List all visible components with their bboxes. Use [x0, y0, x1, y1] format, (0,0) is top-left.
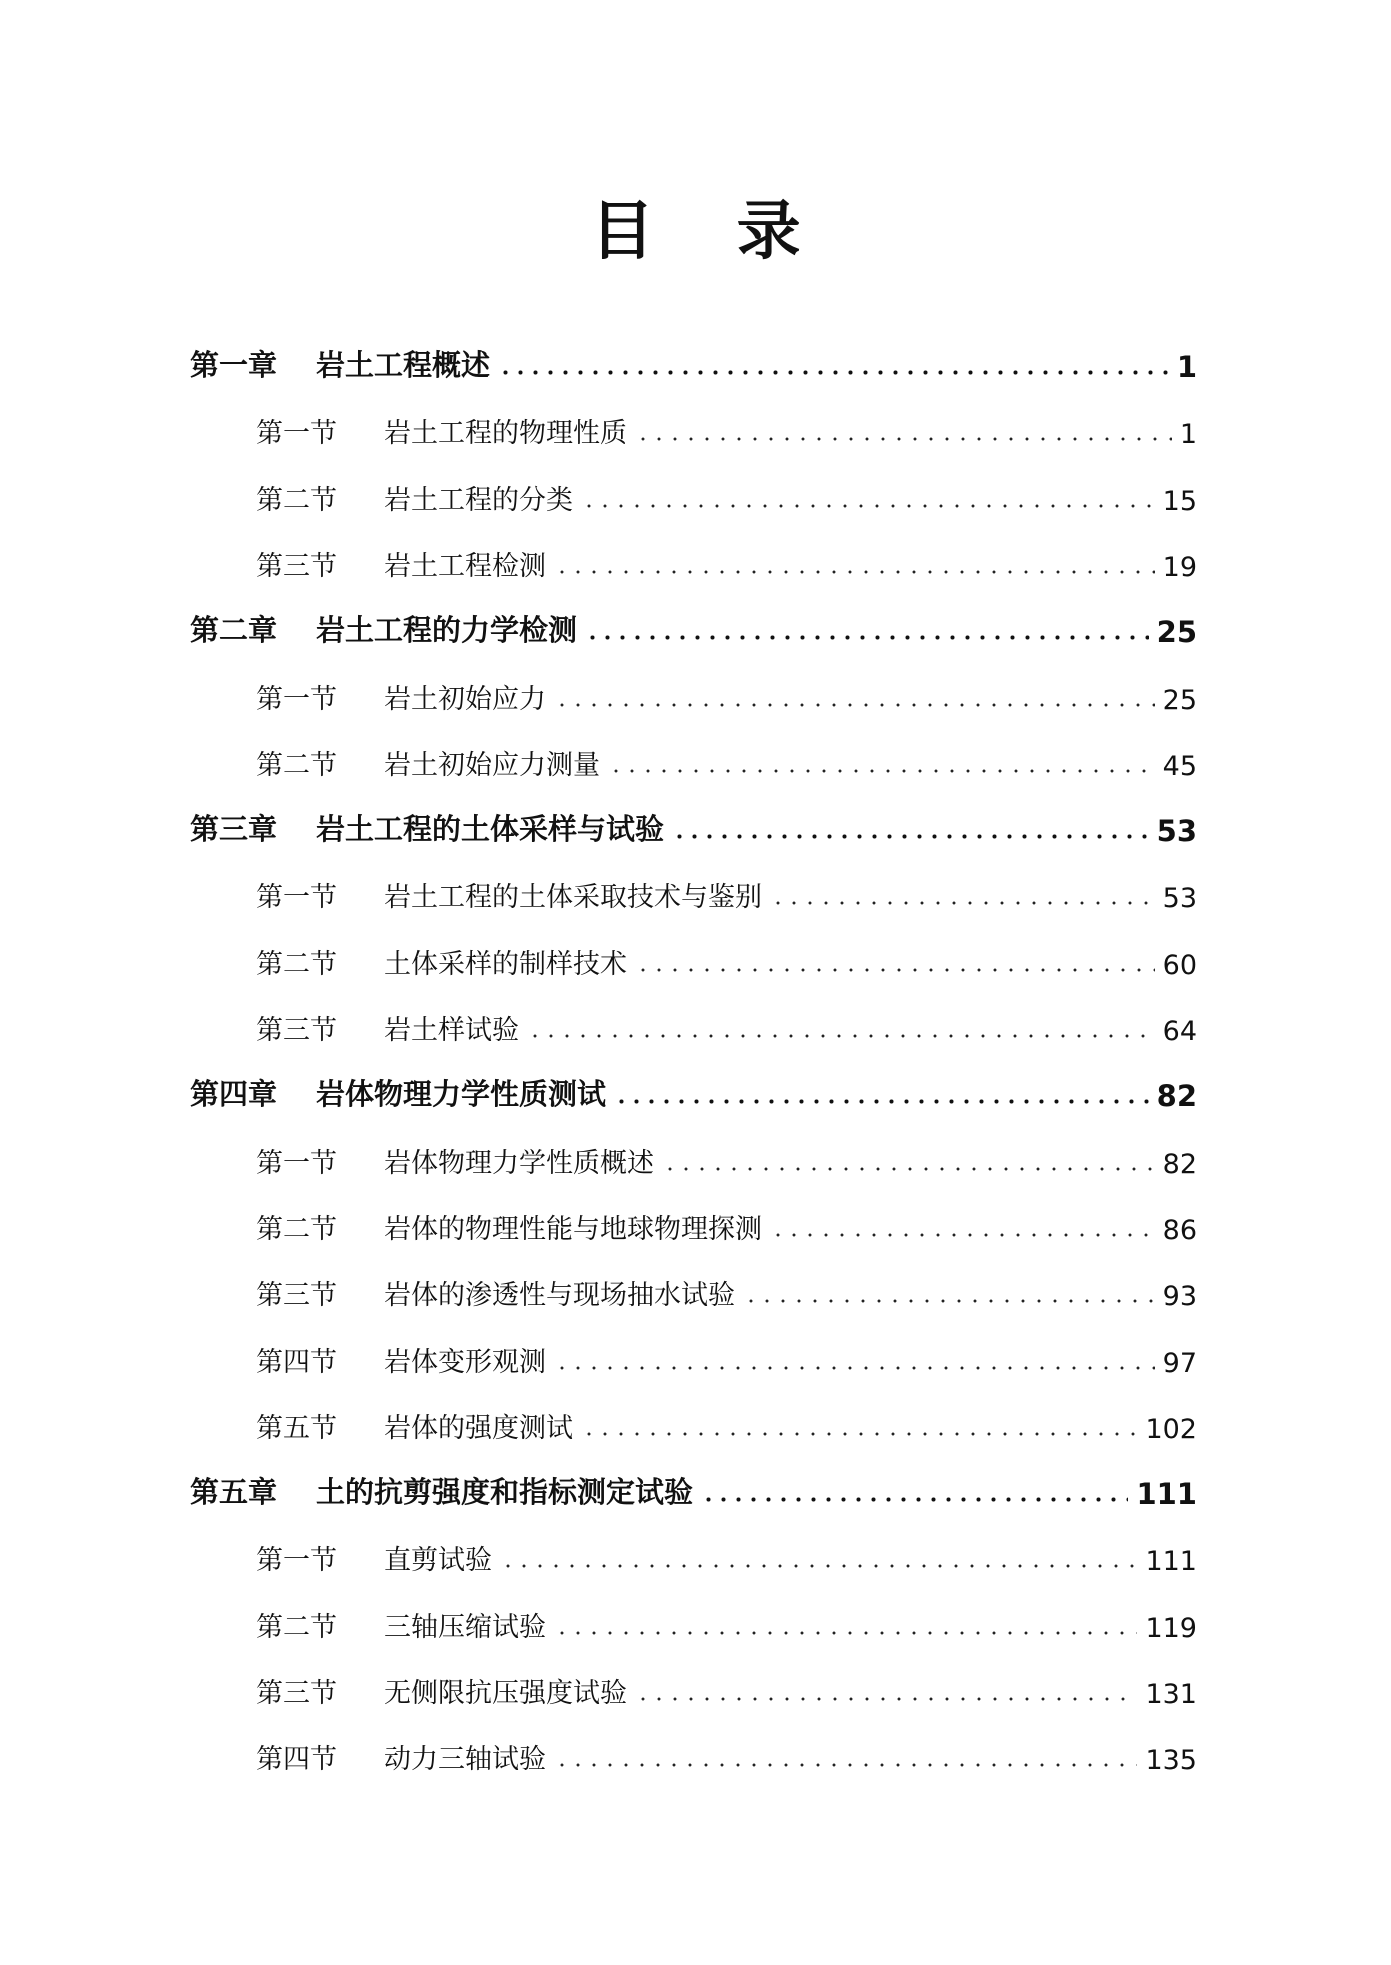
toc-entry-number: 第五章 — [190, 1475, 278, 1510]
toc-entry-page-number: 131 — [1145, 1679, 1197, 1710]
toc-entry-label — [256, 544, 546, 583]
dot-leader — [635, 1697, 1137, 1701]
toc-entry-label — [256, 1737, 546, 1776]
toc-entry-number: 第一节 — [256, 418, 337, 450]
toc-entry-title: 土体采样的制样技术 — [384, 948, 627, 980]
toc-section-entry[interactable] — [256, 404, 1197, 450]
toc-entry-title: 岩土初始应力测量 — [384, 749, 600, 781]
toc-entry-number: 第四节 — [256, 1346, 337, 1378]
toc-entry-title: 岩土工程的物理性质 — [384, 418, 627, 450]
toc-entry-title: 岩土工程的力学检测 — [316, 613, 578, 648]
toc-entry-title: 直剪试验 — [384, 1545, 492, 1577]
toc-entry-number: 第二节 — [256, 484, 337, 516]
toc-entry-label — [256, 1605, 546, 1644]
toc-entry-title: 土的抗剪强度和指标测定试验 — [316, 1475, 694, 1510]
toc-entry-title: 岩土工程的分类 — [384, 484, 573, 516]
dot-leader — [581, 1432, 1137, 1436]
page-title: 目 录 — [590, 194, 831, 269]
toc-entry-title: 岩体的物理性能与地球物理探测 — [384, 1213, 762, 1245]
toc-entry-title: 岩体的强度测试 — [384, 1412, 573, 1444]
toc-section-entry[interactable] — [256, 670, 1197, 716]
dot-leader — [770, 901, 1155, 905]
toc-entry-label — [256, 1008, 519, 1047]
dot-leader — [581, 504, 1155, 508]
toc-entry-page-number: 19 — [1162, 551, 1197, 583]
toc-entry-label — [256, 743, 600, 782]
toc-entry-page-number: 86 — [1162, 1214, 1197, 1246]
toc-entry-title: 岩土工程检测 — [384, 550, 546, 582]
toc-entry-number: 第二节 — [256, 948, 337, 980]
toc-entry-title: 无侧限抗压强度试验 — [384, 1678, 627, 1709]
toc-chapter-entry[interactable] — [190, 1465, 1197, 1511]
toc-entry-label — [256, 875, 762, 914]
toc-entry-label — [256, 411, 627, 450]
toc-section-entry[interactable] — [256, 1134, 1197, 1180]
toc-entry-page-number: 25 — [1156, 615, 1197, 650]
toc-section-entry[interactable] — [256, 736, 1197, 782]
toc-entry-number: 第一章 — [190, 348, 278, 382]
dot-leader — [554, 1631, 1137, 1635]
toc-entry-page-number: 45 — [1162, 750, 1197, 782]
toc-entry-label — [256, 1273, 735, 1312]
toc-section-entry[interactable] — [256, 1200, 1197, 1246]
toc-entry-label — [256, 1141, 654, 1180]
toc-chapter-entry[interactable] — [190, 603, 1197, 649]
dot-leader — [498, 370, 1169, 375]
toc-entry-title: 岩土样试验 — [384, 1015, 519, 1046]
toc-entry-number: 第四节 — [256, 1744, 337, 1776]
toc-entry-number: 第五节 — [256, 1412, 337, 1444]
toc-entry-label — [256, 942, 627, 981]
dot-leader — [585, 635, 1149, 640]
toc-entry-label — [256, 1538, 492, 1577]
toc-entry-page-number: 119 — [1145, 1612, 1197, 1644]
toc-entry-label — [256, 478, 573, 517]
toc-section-entry[interactable] — [256, 1730, 1197, 1776]
toc-entry-page-number: 1 — [1179, 419, 1197, 451]
toc-entry-page-number: 60 — [1162, 949, 1197, 981]
dot-leader — [554, 570, 1155, 574]
toc-entry-number: 第三节 — [256, 1015, 337, 1046]
toc-entry-page-number: 53 — [1156, 814, 1197, 849]
dot-leader — [554, 1763, 1137, 1767]
toc-section-entry[interactable] — [256, 868, 1197, 914]
toc-entry-number: 第二节 — [256, 1213, 337, 1245]
toc-entry-title: 三轴压缩试验 — [384, 1611, 546, 1643]
dot-leader — [554, 703, 1155, 707]
toc-entry-number: 第三节 — [256, 550, 337, 582]
toc-entry-page-number: 64 — [1162, 1016, 1197, 1047]
toc-entry-page-number: 25 — [1162, 684, 1197, 716]
toc-entry-title: 岩土初始应力 — [384, 683, 546, 715]
toc-entry-label — [190, 807, 664, 848]
toc-section-entry[interactable] — [256, 1333, 1197, 1379]
dot-leader — [743, 1299, 1155, 1303]
toc-section-entry[interactable] — [256, 1664, 1197, 1710]
toc-section-entry[interactable] — [256, 935, 1197, 981]
toc-entry-title: 岩体变形观测 — [384, 1346, 546, 1378]
toc-entry-number: 第一节 — [256, 882, 337, 914]
toc-entry-number: 第二节 — [256, 749, 337, 781]
dot-leader — [614, 1099, 1149, 1104]
toc-entry-number: 第一节 — [256, 1147, 337, 1179]
toc-entry-page-number: 135 — [1145, 1745, 1197, 1777]
toc-entry-title: 岩土工程的土体采样与试验 — [316, 812, 665, 847]
toc-section-entry[interactable] — [256, 1001, 1197, 1047]
toc-chapter-entry[interactable] — [190, 802, 1197, 848]
toc-section-entry[interactable] — [256, 1531, 1197, 1577]
toc-entry-label — [256, 1406, 573, 1445]
toc-section-entry[interactable] — [256, 537, 1197, 583]
toc-entry-number: 第三章 — [190, 812, 278, 847]
dot-leader — [635, 437, 1172, 441]
toc-entry-number: 第二节 — [256, 1611, 337, 1643]
toc-entry-title: 岩体的渗透性与现场抽水试验 — [384, 1280, 735, 1312]
toc-entry-page-number: 15 — [1162, 485, 1197, 517]
toc-chapter-entry[interactable] — [190, 1067, 1197, 1113]
dot-leader — [554, 1366, 1155, 1370]
toc-entry-page-number: 102 — [1145, 1413, 1197, 1445]
toc-chapter-entry[interactable] — [190, 338, 1197, 384]
toc-entry-page-number: 53 — [1162, 883, 1197, 915]
dot-leader — [672, 834, 1149, 839]
dot-leader — [500, 1564, 1137, 1568]
dot-leader — [527, 1034, 1155, 1038]
toc-entry-label — [190, 343, 490, 384]
toc-section-entry[interactable] — [256, 1266, 1197, 1312]
dot-leader — [662, 1167, 1155, 1171]
toc-entry-page-number: 111 — [1136, 1477, 1197, 1512]
toc-entry-title: 岩体物理力学性质概述 — [384, 1147, 654, 1179]
toc-entry-number: 第一节 — [256, 1545, 337, 1577]
dot-leader — [701, 1497, 1128, 1502]
toc-section-entry[interactable] — [256, 471, 1197, 517]
dot-leader — [635, 968, 1155, 972]
toc-section-entry[interactable] — [256, 1399, 1197, 1445]
toc-entry-label — [190, 608, 577, 649]
toc-entry-page-number: 1 — [1176, 350, 1197, 384]
toc-entry-title: 动力三轴试验 — [384, 1744, 546, 1776]
toc-entry-label — [256, 1207, 762, 1246]
toc-section-entry[interactable] — [256, 1598, 1197, 1644]
toc-entry-label — [190, 1470, 693, 1511]
toc-entry-title: 岩体物理力学性质测试 — [316, 1077, 607, 1112]
toc-entry-page-number: 93 — [1162, 1281, 1197, 1313]
toc-entry-number: 第一节 — [256, 683, 337, 715]
toc-entry-title: 岩土工程的土体采取技术与鉴别 — [384, 882, 762, 914]
toc-entry-page-number: 82 — [1162, 1148, 1197, 1180]
toc-entry-title: 岩土工程概述 — [316, 348, 491, 382]
toc-entry-number: 第四章 — [190, 1077, 278, 1112]
toc-entry-page-number: 82 — [1156, 1079, 1197, 1114]
toc-entry-label — [256, 1671, 627, 1710]
toc-entry-number: 第三节 — [256, 1678, 337, 1709]
toc-entry-label — [256, 1340, 546, 1379]
toc-entry-page-number: 97 — [1162, 1347, 1197, 1379]
dot-leader — [770, 1233, 1155, 1237]
toc-entry-number: 第三节 — [256, 1280, 337, 1312]
dot-leader — [608, 769, 1155, 773]
toc-entry-label — [190, 1072, 606, 1113]
toc-entry-number: 第二章 — [190, 613, 278, 648]
toc-entry-page-number: 111 — [1145, 1546, 1197, 1578]
toc-entry-label — [256, 677, 546, 716]
